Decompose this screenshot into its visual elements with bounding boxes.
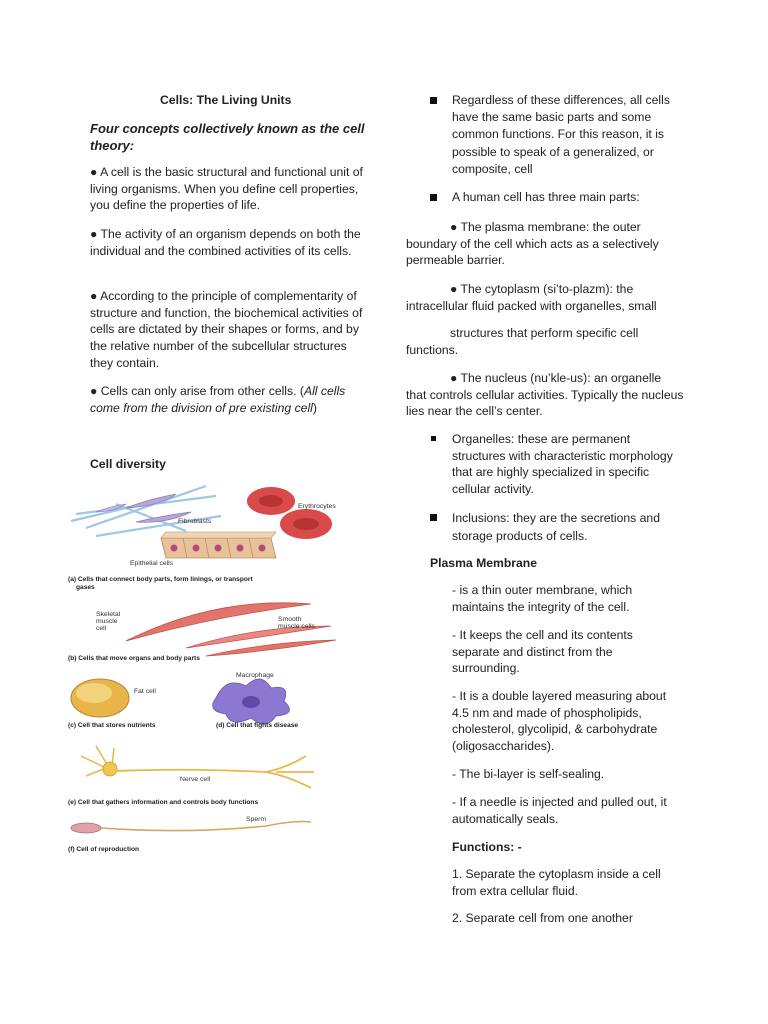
sperm-illustration xyxy=(71,816,311,833)
pm-description-3: - It is a double layered measuring about 4.5 nm and made of phospholipids, cholesterol, glycolipid, & carbohydrate (oligosaccharides). xyxy=(452,689,667,754)
smooth-label-1: Smooth xyxy=(278,616,302,623)
nerve-cell-illustration xyxy=(81,746,314,788)
caption-c: (c) Cell that stores nutrients xyxy=(68,722,156,729)
muscle-cells-illustration xyxy=(96,603,336,656)
nucleus-item: ● The nucleus (nu’kle-us): an organelle that controls cellular activities. Typically the nucleus lies near the cell’s center. xyxy=(406,371,684,419)
smooth-label-2: muscle cells xyxy=(278,623,316,630)
cytoplasm-item-continued: structures that perform specific cell functions. xyxy=(406,326,639,357)
organelles-paragraph: Organelles: these are permanent structures with characteristic morphology that are highly specialized in specific cellular activity. xyxy=(452,432,673,497)
inclusions-paragraph: Inclusions: they are the secretions and storage products of cells. xyxy=(452,511,660,543)
generalized-cell-paragraph: Regardless of these differences, all cells have the same basic parts and some common functions. For this reason, it is possible to speak of a generalized, or composite, cell xyxy=(452,93,670,176)
concept-1: ● A cell is the basic structural and functional unit of living organisms. When you define cell properties, you define the properties of life. xyxy=(90,165,363,213)
caption-a: (a) Cells that connect body parts, form linings, or transport xyxy=(68,576,253,583)
pm-description-4: - The bi-layer is self-sealing. xyxy=(452,767,605,781)
pm-description-1: - is a thin outer membrane, which maintains the integrity of the cell. xyxy=(452,583,633,614)
skeletal-label-2: muscle xyxy=(96,618,118,625)
epithelial-cells-illustration xyxy=(130,532,276,567)
skeletal-label-3: cell xyxy=(96,625,107,632)
square-bullet-icon xyxy=(430,514,437,521)
erythrocytes-label: Erythrocytes xyxy=(298,503,336,510)
cytoplasm-item: ● The cytoplasm (si’to-plazm): the intracellular fluid packed with organelles, small xyxy=(406,282,657,313)
fibroblasts-label: Fibroblasts xyxy=(178,518,212,525)
functions-heading: Functions: - xyxy=(452,840,522,854)
cell-diversity-figure xyxy=(66,476,366,856)
concept-4: ● Cells can only arise from other cells. (All cells come from the division of pre existing cell) xyxy=(90,384,346,415)
fat-cell-label: Fat cell xyxy=(134,688,156,695)
three-parts-paragraph: A human cell has three main parts: xyxy=(452,190,640,204)
epithelial-label: Epithelial cells xyxy=(130,560,174,567)
page-title: Cells: The Living Units xyxy=(160,93,292,107)
square-bullet-icon xyxy=(431,436,436,441)
pm-description-2: - It keeps the cell and its contents separate and distinct from the surrounding. xyxy=(452,628,633,676)
plasma-membrane-item: ● The plasma membrane: the outer boundary of the cell which acts as a selectively permeable barrier. xyxy=(406,220,659,268)
cell-theory-heading: Four concepts collectively known as the cell theory: xyxy=(90,121,365,153)
skeletal-label-1: Skeletal xyxy=(96,611,121,618)
fibroblasts-illustration xyxy=(71,486,221,536)
caption-f: (f) Cell of reproduction xyxy=(68,846,140,853)
caption-b: (b) Cells that move organs and body parts xyxy=(68,655,200,662)
nerve-cell-label: Nerve cell xyxy=(180,776,211,783)
macrophage-illustration xyxy=(213,672,290,724)
function-1: 1. Separate the cytoplasm inside a cell from extra cellular fluid. xyxy=(452,867,661,898)
square-bullet-icon xyxy=(430,194,437,201)
pm-description-5: - If a needle is injected and pulled out, it automatically seals. xyxy=(452,795,667,826)
square-bullet-icon xyxy=(430,97,437,104)
concept-2: ● The activity of an organism depends on both the individual and the combined activities of its cells. xyxy=(90,227,361,258)
fat-cell-illustration xyxy=(71,679,156,717)
caption-e: (e) Cell that gathers information and controls body functions xyxy=(68,799,259,806)
function-2: 2. Separate cell from one another xyxy=(452,911,633,925)
erythrocytes-illustration xyxy=(247,487,336,539)
caption-a-line2: gases xyxy=(76,584,95,591)
concept-3: ● According to the principle of complementarity of structure and function, the biochemical activities of cells are dictated by their shapes or forms, and by the relative number of the subcellular structures they contain. xyxy=(90,289,363,370)
sperm-label: Sperm xyxy=(246,816,267,823)
macrophage-label: Macrophage xyxy=(236,672,274,679)
cell-diversity-heading: Cell diversity xyxy=(90,457,166,471)
plasma-membrane-heading: Plasma Membrane xyxy=(430,556,538,570)
caption-d: (d) Cell that fights disease xyxy=(216,722,299,729)
